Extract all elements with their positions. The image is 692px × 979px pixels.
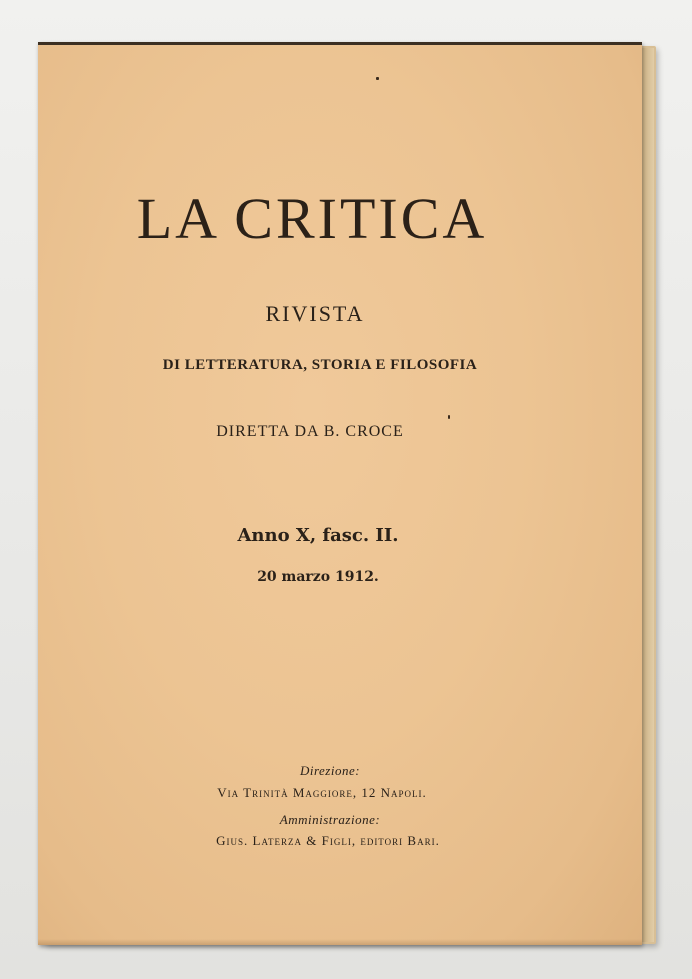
amministrazione-label: Amministrazione: (279, 812, 381, 827)
journal-subject: DI LETTERATURA, STORIA E FILOSOFIA (162, 357, 478, 373)
amministrazione-address: Gius. Laterza & Figli, editori Bari. (216, 833, 440, 848)
journal-title: LA CRITICA (136, 186, 488, 251)
editor-line: DIRETTA DA B. CROCE (216, 423, 404, 440)
journal-subtitle: RIVISTA (265, 301, 365, 326)
journal-cover (38, 42, 642, 945)
direzione-address: Via Trinità Maggiore, 12 Napoli. (217, 785, 427, 800)
issue-number: Anno X, fasc. II. (237, 525, 399, 546)
direzione-label: Direzione: (299, 763, 361, 778)
paper-speck (376, 77, 379, 80)
issue-date: 20 marzo 1912. (257, 569, 379, 585)
paper-speck (448, 415, 450, 419)
